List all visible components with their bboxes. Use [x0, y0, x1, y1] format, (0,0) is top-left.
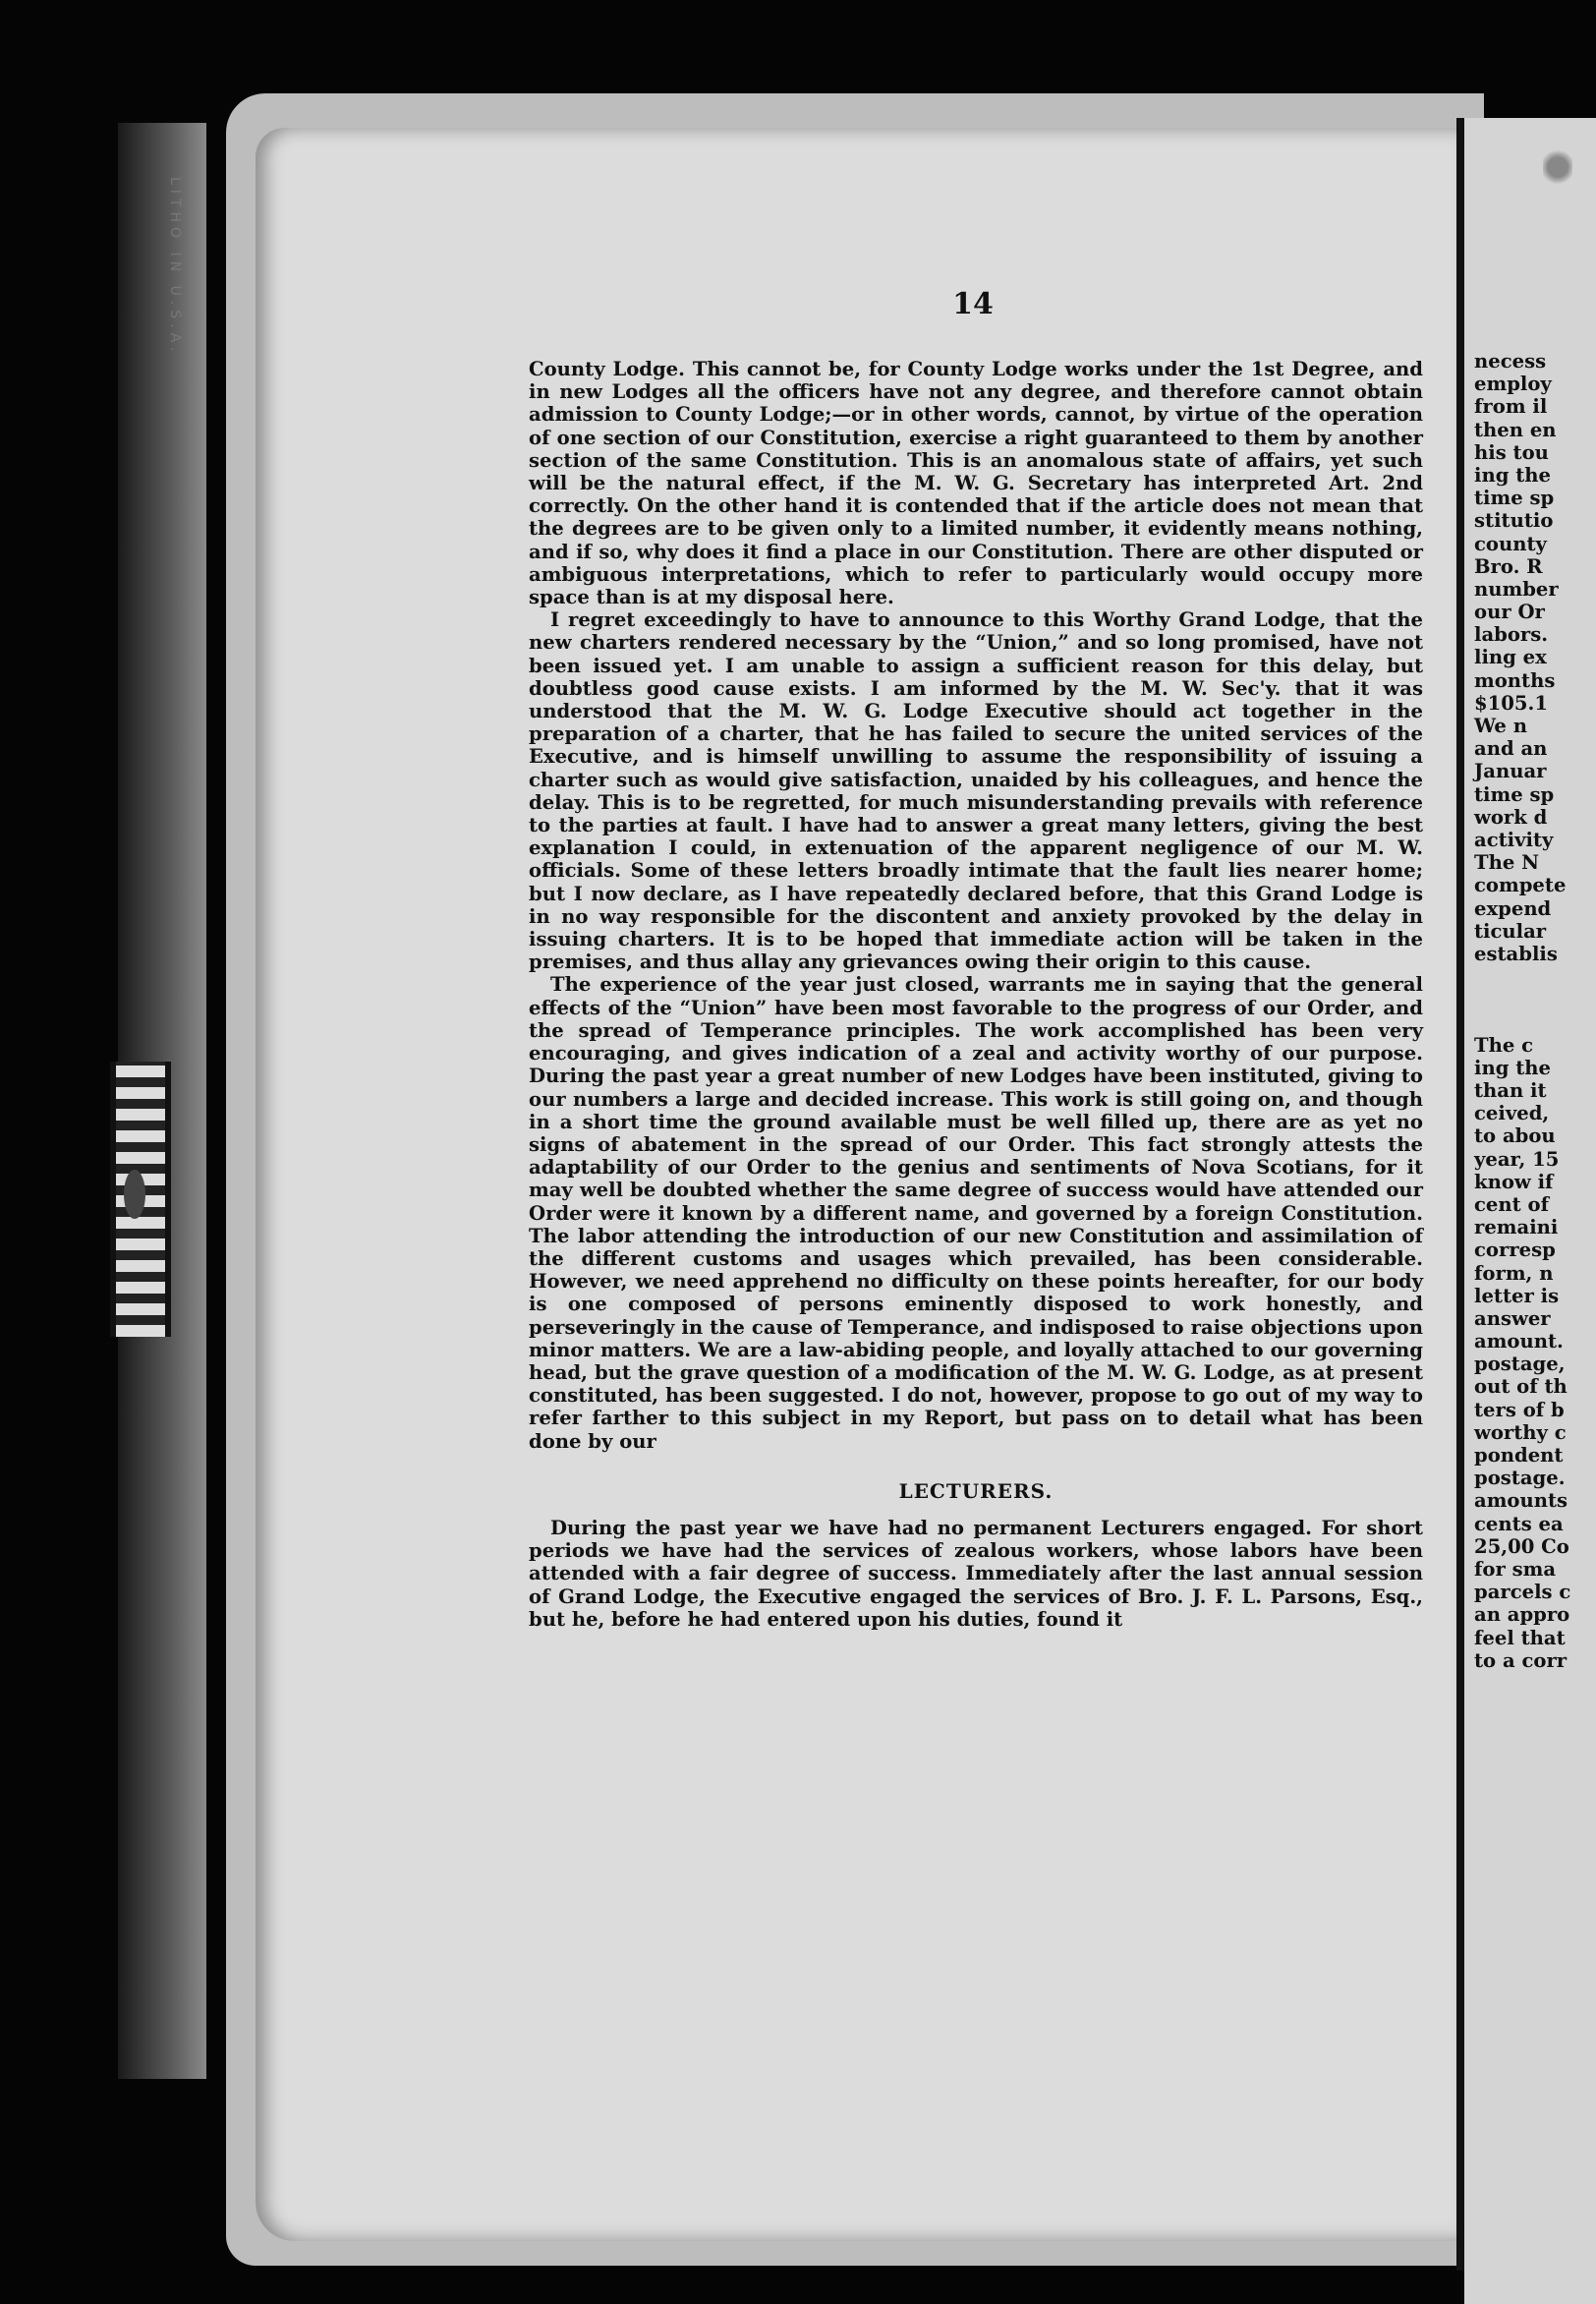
adjacent-page-line: than it — [1474, 1079, 1547, 1102]
adjacent-page-line: from il — [1474, 395, 1548, 419]
adjacent-page-line: compete — [1474, 874, 1567, 897]
adjacent-page-line: stitutio — [1474, 509, 1554, 533]
paragraph: I regret exceedingly to have to announce to this Worthy Grand Lodge, that the new charters rendered necessary by the “Union,” and so long promised, have not been issued yet. I am unable to assign a sufficient reason for this delay, but doubtless good cause exists. I am informed by the M. W. Sec'y. that it was understood that the M. W. G. Lodge Executive should act together in the preparation of a charter, that he has failed to secure the united services of the Executive, and is himself unwilling to assume the responsibility of issuing a charter such as would give satisfaction, unaided by his colleagues, and hence the delay. This is to be regretted, for much misunderstanding prevails with reference to the parties at fault. I have had to answer a great many letters, giving the best explanation I could, in extenuation of the apparent negligence of our M. W. officials. Some of these letters broadly intimate that the fault lies nearer home; but I now declare, as I have repeatedly declared before, that this Grand Lodge is in no way responsible for the discontent and anxiety provoked by the delay in issuing charters. It is to be hoped that immediate action will be taken in the premises, and thus allay any grievances owing their origin to this cause. — [529, 608, 1423, 974]
line-gap — [1474, 988, 1596, 1010]
adjacent-page-line: pondent — [1474, 1444, 1564, 1467]
adjacent-page-line: county — [1474, 532, 1547, 555]
adjacent-page-line: parcels c — [1474, 1581, 1571, 1604]
paragraph: During the past year we have had no permanent Lecturers engaged. For short periods we have had the services of zealous workers, whose labors have been attended with a fair degree of success. Immediately after the last annual session of Grand Lodge, the Executive engaged the services of Bro. J. F. L. Parsons, Esq., but he, before he had entered upon his duties, found it — [529, 1516, 1423, 1631]
ink-smudge — [1543, 147, 1572, 187]
adjacent-page-line: know if — [1474, 1170, 1554, 1193]
adjacent-page-line: ling ex — [1474, 646, 1547, 669]
adjacent-page-line: 25,00 Co — [1474, 1534, 1569, 1558]
adjacent-page-line: time sp — [1474, 782, 1555, 806]
adjacent-page-line: expend — [1474, 896, 1552, 920]
adjacent-page-line: postage. — [1474, 1467, 1566, 1490]
adjacent-page-line: postage, — [1474, 1353, 1566, 1376]
page-gutter — [1456, 118, 1464, 2271]
adjacent-page-line: out of th — [1474, 1375, 1568, 1399]
adjacent-page-line: ing the — [1474, 463, 1551, 487]
paragraph: The experience of the year just closed, warrants me in saying that the general effects of the “Union” have been most favorable to the progress of our Order, and the spread of Temperance principles. The work accomplished has been very encouraging, and gives indication of a zeal and activity worthy of our purpose. During the past year a great number of new Lodges have been instituted, giving to our numbers a large and decided increase. This work is still going on, and though in a short time the ground available must be well filled up, there are as yet no signs of abatement in the spread of our Order. This fact strongly attests the adaptability of our Order to the genius and sentiments of Nova Scotians, for it may well be doubted whether the same degree of success would have attended our Order were it known by a different name, and governed by a foreign Constitution. The labor attending the introduction of our new Constitution and assimilation of the different customs and usages which prevailed, has been considerable. However, we need apprehend no difficulty on these points hereafter, for our body is one composed of persons eminently disposed to work honestly, and perseveringly in the cause of Temperance, and indisposed to raise objections upon minor matters. We are a law-abiding people, and loyally attached to our governing head, but the grave question of a modification of the M. W. G. Lodge, as at present constituted, has been suggested. I do not, however, propose to go out of my way to refer farther to this subject in my Report, but pass on to detail what has been done by our — [529, 973, 1423, 1453]
adjacent-page-line: for sma — [1474, 1557, 1557, 1581]
adjacent-page-line: ing the — [1474, 1056, 1551, 1079]
adjacent-page-line: necess — [1474, 350, 1547, 373]
adjacent-page-line: feel that — [1474, 1626, 1566, 1649]
page-body — [529, 358, 1423, 1631]
adjacent-page-line: labors. — [1474, 623, 1549, 647]
adjacent-page-line: The N — [1474, 851, 1540, 875]
adjacent-page-line: answer — [1474, 1306, 1551, 1330]
adjacent-page-line: Januar — [1474, 760, 1547, 783]
adjacent-page-line: then en — [1474, 418, 1557, 441]
line-gap — [1474, 965, 1596, 988]
adjacent-page-text — [1474, 350, 1596, 1672]
adjacent-page-line: number — [1474, 577, 1559, 601]
adjacent-page-line: an appro — [1474, 1603, 1570, 1627]
adjacent-page-line: establis — [1474, 942, 1558, 965]
margin-imprint: LITHO IN U.S.A. — [167, 177, 183, 357]
adjacent-page-line: ceived, — [1474, 1102, 1550, 1125]
section-heading: LECTURERS. — [898, 1478, 1054, 1503]
binding-ornament — [110, 1062, 171, 1337]
adjacent-page-line: ticular — [1474, 919, 1547, 943]
adjacent-page-line: form, n — [1474, 1261, 1554, 1285]
adjacent-page-line: cents ea — [1474, 1512, 1564, 1535]
adjacent-page-line: to a corr — [1474, 1648, 1568, 1672]
adjacent-page-line: cent of — [1474, 1192, 1550, 1216]
adjacent-page-line: worthy c — [1474, 1420, 1567, 1444]
adjacent-page-line: amount. — [1474, 1330, 1564, 1354]
adjacent-page-line: corresp — [1474, 1238, 1556, 1262]
adjacent-page-line: remaini — [1474, 1216, 1559, 1239]
adjacent-page-line: letter is — [1474, 1284, 1560, 1307]
adjacent-page-line: our Or — [1474, 601, 1545, 624]
line-gap — [1474, 1010, 1596, 1033]
adjacent-page-line: months — [1474, 668, 1556, 692]
adjacent-page-line: work d — [1474, 805, 1548, 829]
paragraph: County Lodge. This cannot be, for County Lodge works under the 1st Degree, and in new Lodges all the officers have not any degree, and therefore cannot obtain admission to County Lodge;—or in other words, cannot, by virtue of the operation of one section of our Constitution, exercise a right guaranteed to them by another section of the same Constitution. This is an anomalous state of affairs, yet such will be the natural effect, if the M. W. G. Secretary has interpreted Art. 2nd correctly. On the other hand it is contended that if the article does not mean that the degrees are to be given only to a limited number, it evidently means nothing, and if so, why does it find a place in our Constitution. There are other disputed or ambiguous interpretations, which to refer to particularly would occupy more space than is at my disposal here. — [529, 358, 1423, 609]
adjacent-page-line: and an — [1474, 737, 1548, 761]
adjacent-page-line: year, 15 — [1474, 1147, 1560, 1171]
adjacent-page-line: The c — [1474, 1033, 1534, 1057]
adjacent-page-line: amounts — [1474, 1489, 1568, 1513]
adjacent-page-line: ters of b — [1474, 1398, 1565, 1421]
adjacent-page-line: employ — [1474, 373, 1552, 396]
adjacent-page-line: to abou — [1474, 1124, 1556, 1148]
adjacent-page-line: Bro. R — [1474, 554, 1543, 578]
adjacent-page-line: time sp — [1474, 487, 1555, 510]
adjacent-page-line: activity — [1474, 828, 1554, 851]
page-number: 14 — [952, 287, 994, 321]
adjacent-page-line: his tou — [1474, 440, 1549, 464]
adjacent-page-line: We n — [1474, 715, 1527, 737]
adjacent-page-line: $105.1 — [1474, 691, 1548, 715]
